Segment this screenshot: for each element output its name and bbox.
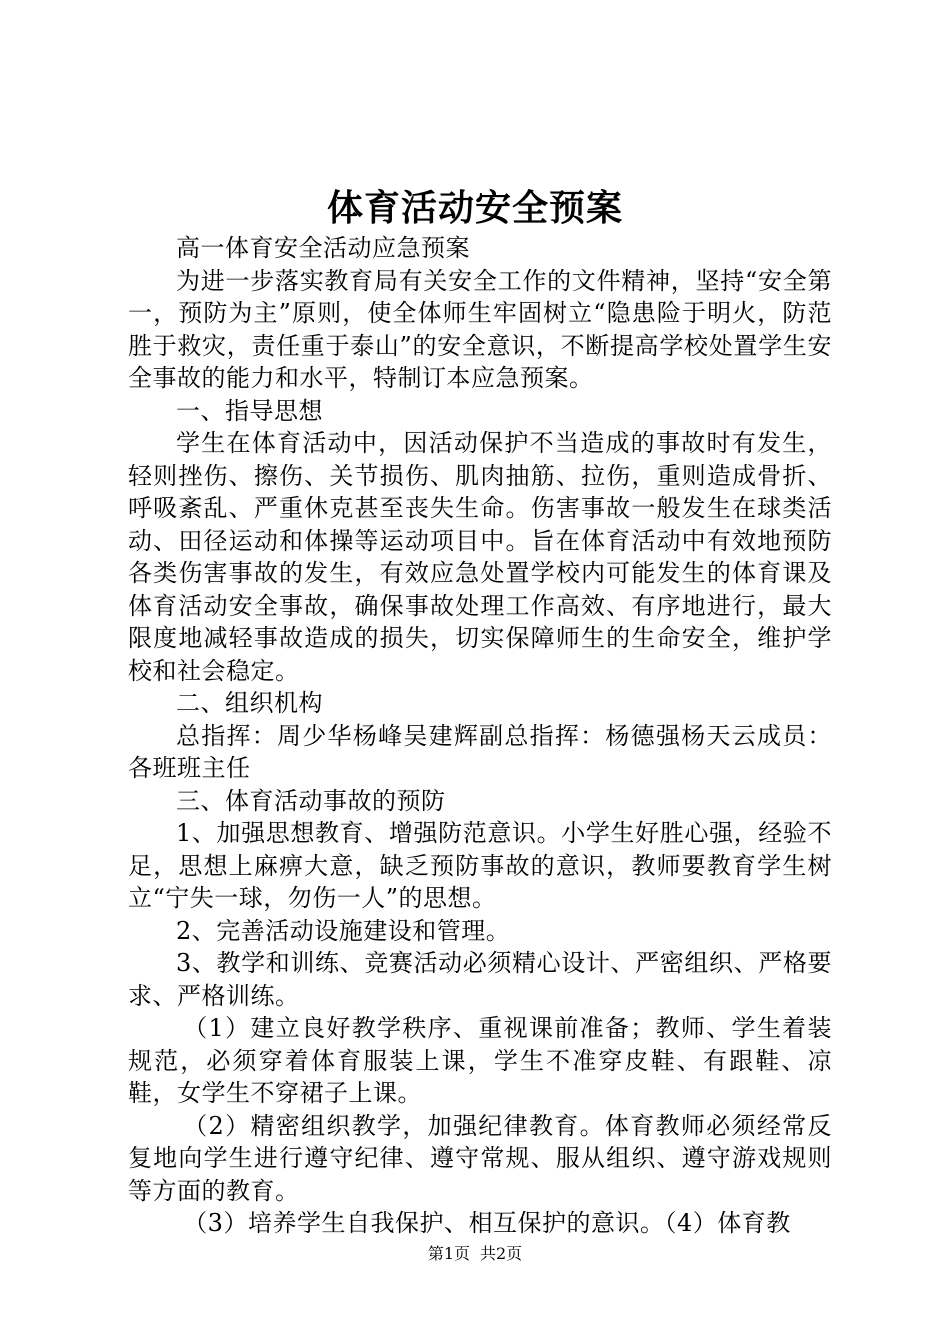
prevention-subitem-1: （1）建立良好教学秩序、重视课前准备；教师、学生着装规范，必须穿着体育服装上课，学生不准穿皮鞋、有跟鞋、凉鞋，女学生不穿裙子上课。 [128,1014,832,1107]
organization-paragraph: 总指挥：周少华杨峰吴建辉副总指挥：杨德强杨天云成员：各班班主任 [128,721,832,782]
prevention-item-1: 1、加强思想教育、增强防范意识。小学生好胜心强，经验不足，思想上麻痹大意，缺乏预防事故的意识，教师要教育学生树立“宁失一球，勿伤一人”的思想。 [128,819,832,912]
section-heading-organization: 二、组织机构 [176,689,323,717]
prevention-subitem-3: （3）培养学生自我保护、相互保护的意识。（4）体育教 [183,1209,791,1237]
prevention-item-3: 3、教学和训练、竞赛活动必须精心设计、严密组织、严格要求、严格训练。 [128,949,832,1010]
page-number: 第1页 [427,1244,470,1263]
guiding-thought-paragraph: 学生在体育活动中，因活动保护不当造成的事故时有发生，轻则挫伤、擦伤、关节损伤、肌肉抽筋、拉伤，重则造成骨折、呼吸紊乱、严重休克甚至丧失生命。伤害事故一般发生在球类活动、田径运动和体操等运动项目中。旨在体育活动中有效地预防各类伤害事故的发生，有效应急处置学校内可能发生的体育课及体育活动安全事故，确保事故处理工作高效、有序地进行，最大限度地减轻事故造成的损失，切实保障师生的生命安全，维护学校和社会稳定。 [128,429,832,685]
section-heading-prevention: 三、体育活动事故的预防 [176,786,446,815]
document-title: 体育活动安全预案 [326,187,623,229]
section-heading-guiding-thought: 一、指导思想 [176,396,323,425]
subtitle-paragraph: 高一体育安全活动应急预案 [176,234,470,262]
prevention-subitem-2: （2）精密组织教学，加强纪律教育。体育教师必须经常反复地向学生进行遵守纪律、遵守常规、服从组织、遵守游戏规则等方面的教育。 [128,1111,832,1205]
page-total: 共2页 [480,1244,523,1263]
document-body [128,232,832,1240]
prevention-item-2: 2、完善活动设施建设和管理。 [176,916,511,945]
page-footer [0,1243,950,1265]
intro-paragraph: 为进一步落实教育局有关安全工作的文件精神，坚持“安全第一，预防为主”原则，使全体师生牢固树立“隐患险于明火，防范胜于救灾，责任重于泰山”的安全意识，不断提高学校处置学生安全事故的能力和水平，特制订本应急预案。 [128,266,832,392]
